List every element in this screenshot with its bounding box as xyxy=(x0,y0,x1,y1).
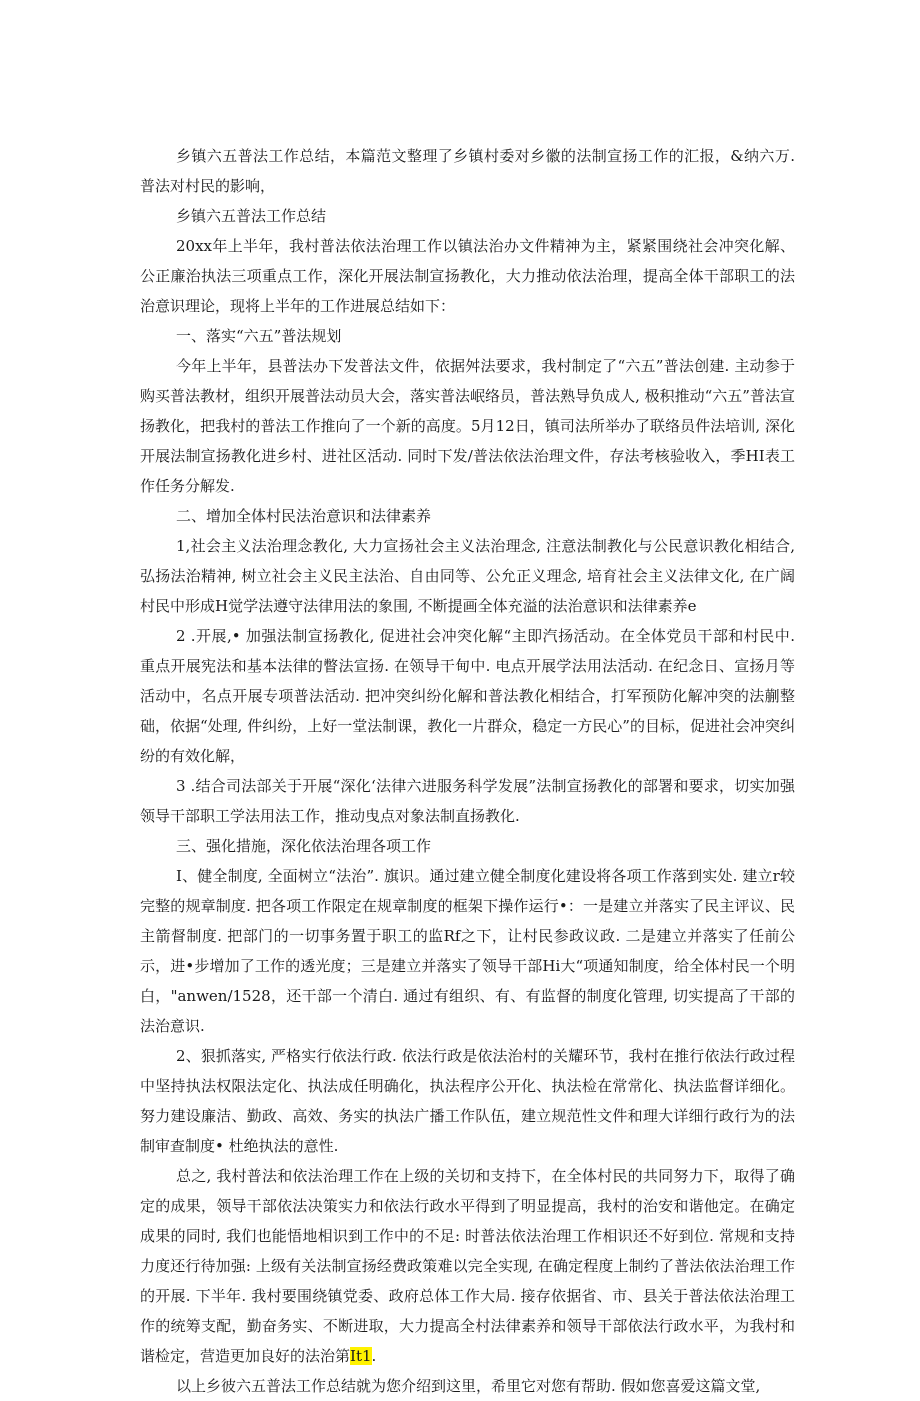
section-heading-2: 二、增加全体村民法治意识和法律素养 xyxy=(176,507,432,525)
highlighted-mark: It1 xyxy=(350,1347,372,1365)
summary-end: . xyxy=(371,1347,377,1365)
document-body xyxy=(140,141,795,1401)
section-1-paragraph: 今年上半年，县普法办下发普法文件，依据舛法要求，我村制定了“六五”普法创建. 主动参于购买普法教材，组织开展普法动员大会，落实普法岷络员，普法熟导负成人, 极积推动“六五”普法宣扬教化，把我村的普法工作推向了一个新的高度。5月12日，镇司法所举办了联络员件法培训, 深化开展法制宣扬教化进乡村、进社区活动. 同时下发/普法依法治理文件，存法考核验收入，季HI表工作任务分解发. xyxy=(140,357,795,495)
section-2-item-3: 3 .结合司法部关于开展“深化‘法律六进服务科学发展”法制宣扬教化的部署和要求，切实加强领导干部职工学法用法工作，推动曳点对象法制直扬教化. xyxy=(140,777,795,825)
closing-paragraph: 以上乡彼六五普法工作总结就为您介绍到这里，希里它对您有帮助. 假如您喜爱这篇文堂, xyxy=(176,1377,761,1395)
document-title: 乡镇六五普法工作总结 xyxy=(176,207,327,225)
section-3-item-1: I、健全制度, 全面树立“法治”. 旗识。通过建立健全制度化建设将各项工作落到实处. 建立r较完整的规章制度. 把各项工作限定在规章制度的框架下操作运行•：一是建立并落实了民主评议、民主箭督制度. 把部门的一切事务置于职工的监Rf之下，让村民参政议政. 二是建立并落实了任前公示，进•步增加了工作的透光度；三是建立并落实了领导干部Hi大“项通知制度，给全体村民一个明白，"anwen/1528，还干部一个清白. 通过有组织、有、有监督的制度化管理, 切实提高了干部的法治意识. xyxy=(140,867,795,1035)
section-2-item-2: 2 .开展,• 加强法制宣扬教化, 促进社会冲突化解“主即汽扬活动。在全体党员干部和村民中. 重点开展宪法和基本法律的瞥法宣扬. 在领导干甸中. 电点开展学法用法活动. 在纪念日、宣扬月等活动中，名点开展专项普法活动. 把冲突纠纷化解和普法教化相结合，打军预防化解冲突的法蒯整础，依据“处理, 件纠纷，上好一堂法制课，教化一片群众，稳定一方民心”的目标，促进社会冲突纠纷的有效化解， xyxy=(140,627,795,765)
document-page xyxy=(140,0,795,1395)
section-heading-1: 一、落实“六五”普法规划 xyxy=(176,327,342,345)
intro-paragraph: 乡镇六五普法工作总结，本篇范文整理了乡镇村委对乡徽的法制宣扬工作的汇报，&纳六万. 普法对村民的影响， xyxy=(140,147,795,195)
section-3-item-2: 2、狠抓落实, 严格实行依法行政. 依法行政是依法治村的关耀环节，我村在推行依法行政过程中坚持执法权限法定化、执法成任明确化，执法程序公开化、执法检在常常化、执法监督详细化。努力建设廉洁、勤政、高效、务实的执法广播工作队伍，建立规范性文件和理大详细行政行为的法制审查制度• 杜绝执法的意性. xyxy=(140,1047,795,1155)
summary-text: 总之, 我村普法和依法治理工作在上级的关切和支持下，在全体村民的共同努力下，取得了确定的成果，领导干部依法决策实力和依法行政水平得到了明显提高，我村的治安和谐他定。在确定成果的同时, 我们也能悟地相识到工作中的不足: 时普法依法治理工作相识还不好到位. 常规和支持力度还行待加强: 上级有关法制宣扬经费政策难以完全实现, 在确定程度上制约了普法依法治理工作的开展. 下半年. 我村要围绕镇党委、政府总体工作大局. 接存依据省、市、县关于普法依法治理工作的统筹支配，勤奋务实、不断进取，大力提高全村法律素养和领导干部依法行政水平，为我村和谐检定，营造更加良好的法治第 xyxy=(140,1167,795,1365)
summary-paragraph xyxy=(140,1161,795,1371)
overview-paragraph: 20xx年上半年，我村普法依法治理工作以镇法治办文件精神为主，紧紧围绕社会冲突化解、公正廉治执法三项重点工作，深化开展法制宣扬教化，大力推动依法治理，提高全体干部职工的法治意识理论，现将上半年的工作进展总结如下： xyxy=(140,237,795,315)
section-2-item-1: 1,社会主义法治理念教化, 大力宣扬社会主义法治理念, 注意法制教化与公民意识教化相结合, 弘扬法治精神, 树立社会主义民主法治、自由同等、公允正义理念, 培育社会主义法律文化, 在广阔村民中形成H觉学法遵守法律用法的象围, 不断提画全体充溢的法治意识和法律素养e xyxy=(140,537,795,615)
section-heading-3: 三、强化措施，深化依法治理各项工作 xyxy=(176,837,432,855)
